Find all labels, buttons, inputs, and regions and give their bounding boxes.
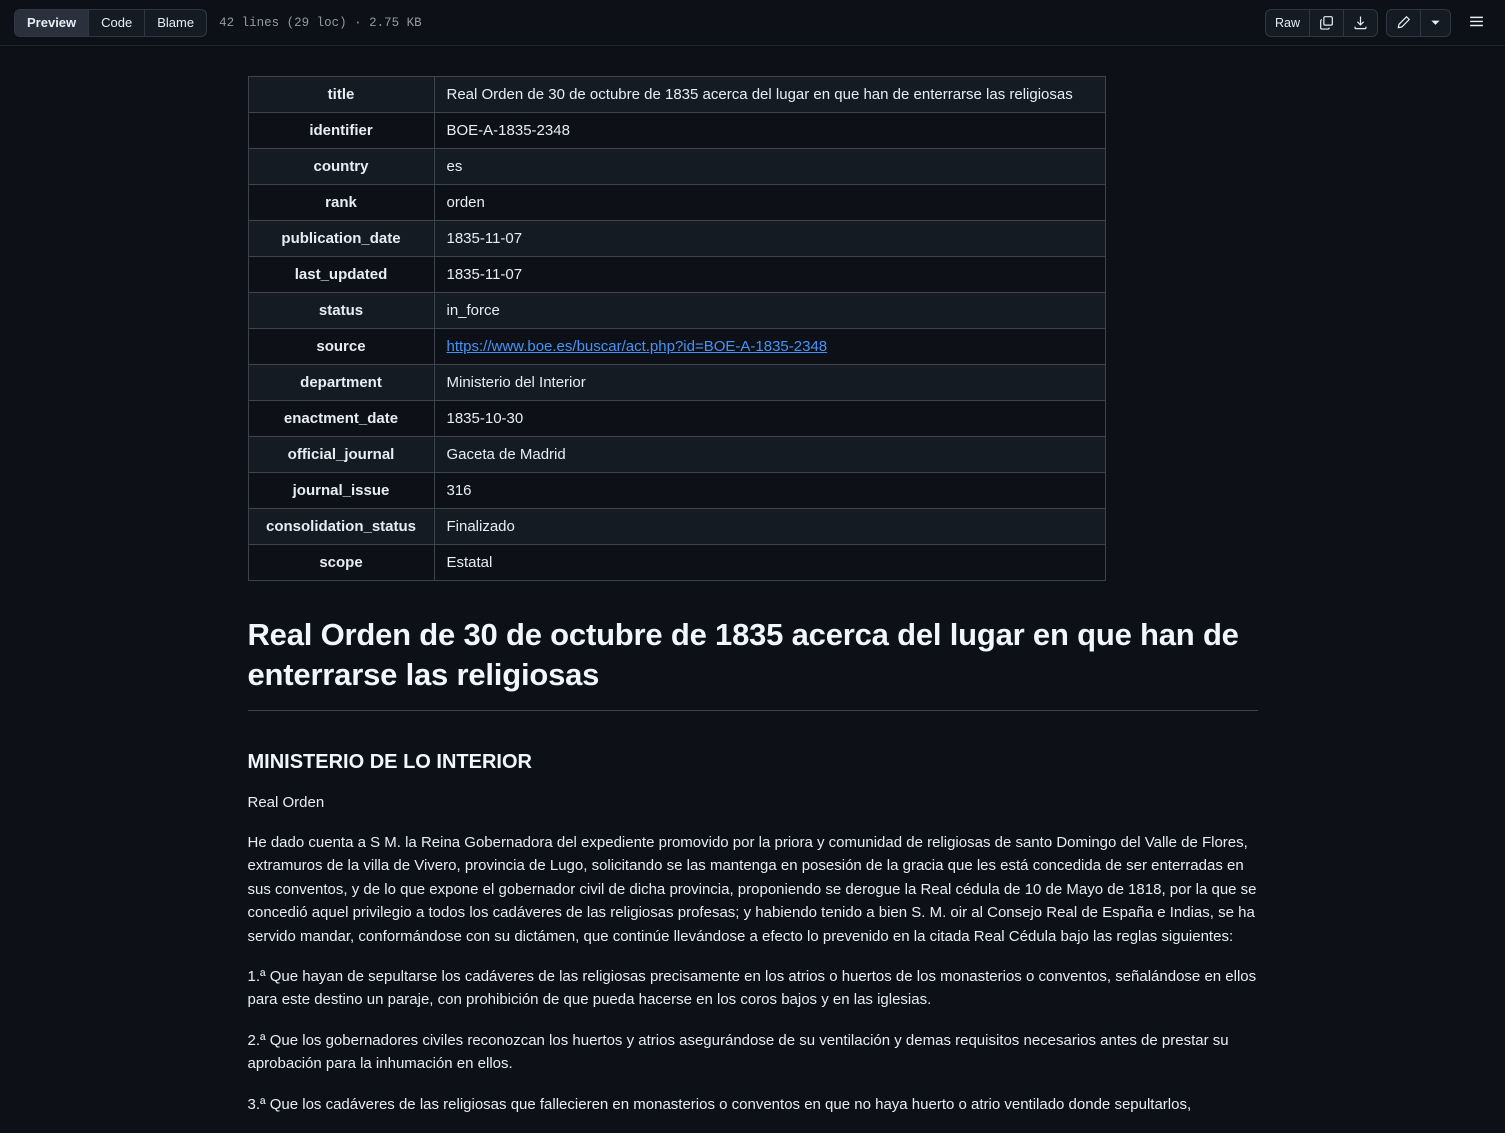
metadata-key: source <box>248 329 434 365</box>
table-row <box>248 329 1105 365</box>
table-row <box>248 185 1105 221</box>
page-title: Real Orden de 30 de octubre de 1835 acerca del lugar en que han de enterrarse las religiosas <box>248 615 1258 711</box>
document-paragraph: He dado cuenta a S M. la Reina Gobernadora del expediente promovido por la priora y comunidad de religiosas de santo Domingo del Valle de Flores, extramuros de la villa de Vivero, provincia de Lugo, solicitando se las mantenga en posesión de la gracia que les está concedida de ser enterradas en sus conventos, y de lo que expone el gobernador civil de dicha provincia, proponiendo se derogue la Real cédula de 10 de Mayo de 1818, por la que se concedió aquel privilegio a todos los cadáveres de las religiosas profesas; y habiendo tenido a bien S. M. oir al Consejo Real de España e Indias, se ha servido mandar, conformándose con su dictámen, que continúe llevándose a efecto lo prevenido en la citada Real Cédula bajo las reglas siguientes: <box>247 833 1257 945</box>
chevron-down-icon[interactable] <box>1421 10 1450 36</box>
raw-button[interactable]: Raw <box>1266 10 1310 36</box>
metadata-table-body <box>248 77 1105 581</box>
metadata-key: consolidation_status <box>248 509 434 545</box>
document-paragraph: 2.ª Que los gobernadores civiles reconozcan los huertos y atrios asegurándose de su ventilación y demas requisitos necesarios antes de prestar su aprobación para la inhumación en ellos. <box>247 1031 1229 1073</box>
metadata-key: journal_issue <box>248 473 434 509</box>
metadata-key: publication_date <box>248 221 434 257</box>
metadata-value: Finalizado <box>434 509 1105 545</box>
metadata-value: Gaceta de Madrid <box>434 437 1105 473</box>
edit-group <box>1386 9 1451 37</box>
table-row <box>248 509 1105 545</box>
metadata-value: BOE-A-1835-2348 <box>434 113 1105 149</box>
metadata-value: 316 <box>434 473 1105 509</box>
download-icon[interactable] <box>1344 10 1377 36</box>
metadata-key: identifier <box>248 113 434 149</box>
markdown-article <box>248 76 1258 1133</box>
metadata-key: title <box>248 77 434 113</box>
metadata-value: 1835-10-30 <box>434 401 1105 437</box>
file-meta-text: 42 lines (29 loc) · 2.75 KB <box>219 15 422 30</box>
source-link[interactable]: https://www.boe.es/buscar/act.php?id=BOE-A-1835-2348 <box>446 338 828 355</box>
tab-code[interactable]: Code <box>89 10 145 36</box>
metadata-key: status <box>248 293 434 329</box>
document-paragraph: 1.ª Que hayan de sepultarse los cadáveres de las religiosas precisamente en los atrios o huertos de los monasterios o conventos, señalándose en ellos para este destino un paraje, con prohibición de que pueda hacerse en los coros bajos y en las iglesias. <box>247 967 1257 1009</box>
table-row <box>248 293 1105 329</box>
table-row <box>248 545 1105 581</box>
metadata-key: country <box>248 149 434 185</box>
table-row <box>248 473 1105 509</box>
document-section-heading: MINISTERIO DE LO INTERIOR <box>247 750 532 773</box>
pencil-icon[interactable] <box>1387 10 1421 36</box>
metadata-value: 1835-11-07 <box>434 221 1105 257</box>
metadata-key: department <box>248 365 434 401</box>
table-row <box>248 257 1105 293</box>
tab-blame[interactable]: Blame <box>157 15 195 30</box>
table-row <box>248 365 1105 401</box>
table-row <box>248 221 1105 257</box>
file-preview-content <box>0 46 1505 1133</box>
document-paragraph: Real Orden <box>247 793 325 811</box>
toolbar-actions <box>1257 9 1491 37</box>
raw-copy-download-group <box>1265 9 1378 37</box>
metadata-value: Estatal <box>434 545 1105 581</box>
metadata-key: last_updated <box>248 257 434 293</box>
view-mode-tabs <box>14 9 207 37</box>
table-row <box>248 113 1105 149</box>
metadata-key: scope <box>248 545 434 581</box>
metadata-key: rank <box>248 185 434 221</box>
metadata-key: enactment_date <box>248 401 434 437</box>
metadata-value: es <box>434 149 1105 185</box>
metadata-value: orden <box>434 185 1105 221</box>
metadata-value: 1835-11-07 <box>434 257 1105 293</box>
document-paragraph: 3.ª Que los cadáveres de las religiosas que fallecieren en monasterios o conventos en que no haya huerto o atrio ventilado donde sepultarlos, <box>247 1095 1192 1113</box>
copy-icon[interactable] <box>1310 10 1344 36</box>
table-row <box>248 149 1105 185</box>
metadata-key: official_journal <box>248 437 434 473</box>
metadata-value: Real Orden de 30 de octubre de 1835 acerca del lugar en que han de enterrarse las religiosas <box>434 77 1105 113</box>
metadata-value: in_force <box>434 293 1105 329</box>
list-outline-icon[interactable] <box>1461 9 1491 37</box>
metadata-value-cell <box>434 329 1105 365</box>
file-toolbar <box>0 0 1505 46</box>
table-row <box>248 401 1105 437</box>
metadata-value: Ministerio del Interior <box>434 365 1105 401</box>
table-row <box>248 437 1105 473</box>
metadata-table <box>248 76 1106 581</box>
tab-preview[interactable]: Preview <box>15 10 89 36</box>
table-row <box>248 77 1105 113</box>
